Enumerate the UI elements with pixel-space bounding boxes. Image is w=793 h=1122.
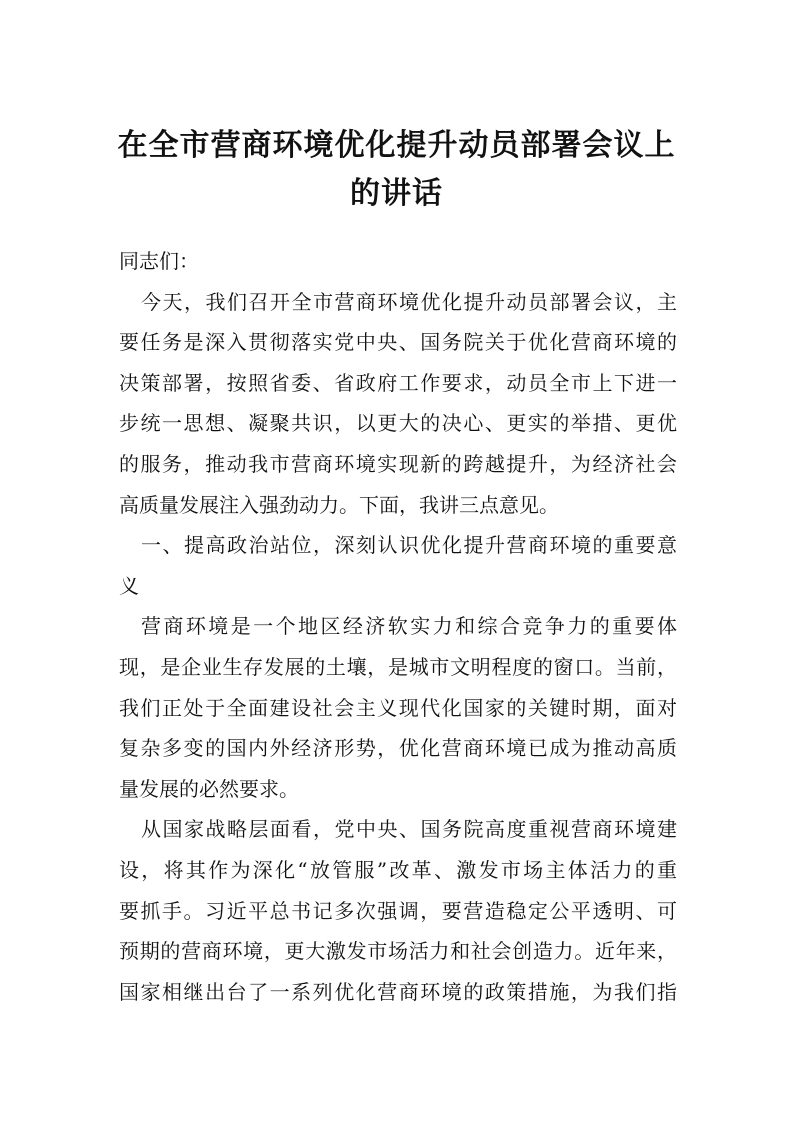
salutation-line: 同志们： bbox=[119, 249, 199, 273]
document-title-line-2: 的讲话 bbox=[350, 176, 443, 211]
paragraph-line: 国家相继出台了一系列优化营商环境的政策措施，为我们指 bbox=[119, 979, 677, 1004]
paragraph-line: 量发展的必然要求。 bbox=[119, 776, 299, 801]
paragraph-line: 从国家战略层面看，党中央、国务院高度重视营商环境建 bbox=[141, 817, 677, 842]
paragraph-line: 营商环境是一个地区经济软实力和综合竞争力的重要体 bbox=[141, 614, 677, 639]
document-title-line-1: 在全市营商环境优化提升动员部署会议上 bbox=[117, 128, 676, 163]
paragraph-line: 的服务，推动我市营商环境实现新的跨越提升，为经济社会 bbox=[119, 451, 677, 476]
paragraph-line: 现，是企业生存发展的土壤，是城市文明程度的窗口。当前， bbox=[119, 654, 677, 679]
paragraph-line: 我们正处于全面建设社会主义现代化国家的关键时期，面对 bbox=[119, 695, 677, 720]
document-body bbox=[119, 241, 677, 1012]
paragraph-line: 预期的营商环境，更大激发市场活力和社会创造力。近年来， bbox=[119, 939, 677, 964]
paragraph-line: 要任务是深入贯彻落实党中央、国务院关于优化营商环境的 bbox=[119, 330, 677, 355]
section-heading-line: 义 bbox=[119, 573, 139, 598]
paragraph-line: 高质量发展注入强劲动力。下面，我讲三点意见。 bbox=[119, 492, 559, 517]
section-heading-line: 一、提高政治站位，深刻认识优化提升营商环境的重要意 bbox=[141, 533, 677, 558]
paragraph-line: 设，将其作为深化“放管服”改革、激发市场主体活力的重 bbox=[119, 857, 677, 882]
paragraph-line: 决策部署，按照省委、省政府工作要求，动员全市上下进一 bbox=[119, 370, 677, 395]
paragraph-line: 要抓手。习近平总书记多次强调，要营造稳定公平透明、可 bbox=[119, 898, 677, 923]
paragraph-line: 今天，我们召开全市营商环境优化提升动员部署会议，主 bbox=[141, 289, 677, 314]
paragraph-line: 复杂多变的国内外经济形势，优化营商环境已成为推动高质 bbox=[119, 736, 677, 761]
paragraph-line: 步统一思想、凝聚共识，以更大的决心、更实的举措、更优 bbox=[119, 411, 677, 436]
